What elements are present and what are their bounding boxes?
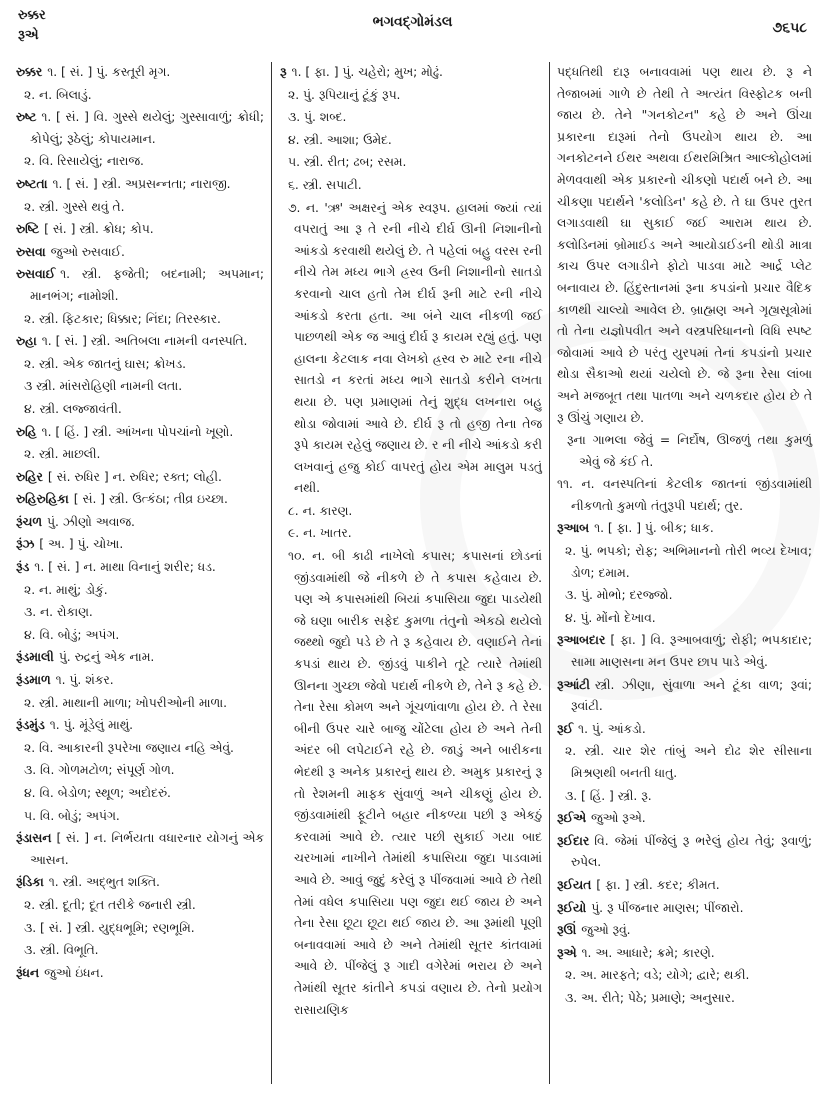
definition-text: પું. રુદ્રનું એક નામ.	[58, 650, 155, 665]
entry-sense	[557, 786, 812, 808]
definition-text: ૩. અ. રીતે; પેઠે; પ્રમાણે; અનુસાર.	[565, 990, 735, 1005]
headword: રુહિ	[16, 424, 37, 439]
headword: રૂંડ	[16, 560, 30, 575]
headword: રૂઈદાર	[557, 833, 590, 848]
definition-text: ૪. વિ. બેડોળ; સ્થૂળ; અદોદરું.	[24, 786, 171, 800]
headword: રૂઆંટી	[557, 677, 590, 692]
entry-sense	[16, 399, 264, 421]
entry-sense	[557, 741, 812, 784]
entry-sense	[280, 130, 542, 152]
entry-sense	[16, 602, 264, 624]
definition-text: ૨. સ્ત્રી. માછલી.	[24, 447, 101, 462]
definition-text: ૧. [ સં. ] સ્ત્રી. અપ્રસન્નતા; નારાજી.	[52, 176, 231, 191]
headword: રૂંડમાળ	[16, 673, 51, 688]
definition-text: ૪. સ્ત્રી. લજ્જાવંતી.	[24, 401, 122, 416]
definition-text: ૩. પું. શબ્દ.	[288, 110, 347, 125]
definition-text: [ સં. ] સ્ત્રી. ક્રોધ; કોપ.	[44, 222, 154, 237]
headword: રુષ્ટ	[16, 110, 37, 125]
column-left	[16, 62, 264, 985]
definition-text: પું. રૂ પીંજનાર માણસ; પીંજારો.	[591, 900, 744, 915]
definition-text: ૧. સ્ત્રી. ફજેતી; બદનામી; અપમાન; માનભંગ; નામોશી.	[30, 267, 264, 303]
definition-text: [ અ. ] પું. ચોખા.	[39, 537, 124, 552]
headword: રૂંડમાલી	[16, 650, 54, 665]
dictionary-entry	[16, 467, 264, 489]
definition-text: ૧. સ્ત્રી. અદ્ભુત શક્તિ.	[48, 875, 160, 890]
entry-sense	[280, 175, 542, 197]
headword: રૂઈ	[557, 721, 574, 736]
definition-text: ૧. પું. આંકડો.	[578, 721, 646, 736]
dictionary-entry	[16, 489, 264, 511]
dictionary-entry	[16, 219, 264, 241]
definition-text: ૧. [ સં. ] ન. માથા વિનાનું શરીર; ધડ.	[34, 560, 216, 575]
definition-text: ૧. પું. મૂંડેલું માથું.	[49, 718, 134, 733]
headword: રુહા	[16, 334, 37, 349]
headword: રુષ્ટતા	[16, 176, 48, 191]
headword: રૂઊં	[557, 923, 577, 938]
definition-text: ૧૧. ન. વનસ્પતિનાં કેટલીક જાતનાં જીંડવામાંથી નીકળતો કુમળો તંતુરૂપી પદાર્થ; તુર.	[557, 477, 812, 513]
definition-text: [ ફા. ] સ્ત્રી. કદર; કીમત.	[596, 877, 720, 892]
headword: રૂઆબદાર	[557, 633, 606, 648]
entry-sense	[557, 541, 812, 584]
entry-sense	[16, 580, 264, 602]
dictionary-entry	[16, 422, 264, 444]
headword: રૂંધન	[16, 965, 40, 980]
definition-text: પું. ઝીણો અવાજ.	[46, 514, 135, 529]
dictionary-entry	[16, 331, 264, 353]
entry-sense	[557, 430, 812, 473]
entry-sense	[557, 988, 812, 1010]
definition-text: [ સં. ] ન. નિર્ભયતા વધારનાર યોગનું એક આસન.	[30, 831, 264, 867]
definition-text: ૨. સ્ત્રી. માથાની માળા; ખોપરીઓની માળા.	[24, 695, 228, 710]
dictionary-entry	[16, 62, 264, 84]
column-middle	[280, 62, 542, 1022]
definition-text: જુઓ રૂવું.	[581, 923, 631, 938]
headword: રૂંડમુંડ	[16, 718, 45, 733]
definition-text: ૯. ન. ખાતર.	[288, 526, 352, 541]
definition-text: ૩. [ હિં. ] સ્ત્રી. રૂ.	[565, 788, 652, 803]
entry-sense	[16, 738, 264, 760]
definition-text: ૨. સ્ત્રી. ફિટકાર; ધિક્કાર; નિંદા; તિરસ્કાર.	[24, 311, 221, 326]
headword: રૂંડાસન	[16, 831, 52, 846]
definition-text: ૩ સ્ત્રી. માંસરોહિણી નામની લતા.	[24, 379, 183, 394]
definition-text: ૫. વિ. બોડું; અપંગ.	[24, 808, 120, 823]
dictionary-entry	[557, 675, 812, 718]
entry-sense	[16, 760, 264, 782]
definition-text: જુઓ ઇંધન.	[44, 965, 104, 980]
entry-sense	[16, 783, 264, 805]
dictionary-entry	[16, 174, 264, 196]
page-title: ભગવદ્ગોમંડલ	[372, 14, 453, 30]
dictionary-entry	[16, 107, 264, 150]
headword: રુસવા	[16, 244, 46, 259]
definition-text: ૩. સ્ત્રી. વિભૂતિ.	[24, 943, 99, 958]
entry-sense	[557, 474, 812, 517]
definition-text: ૫. સ્ત્રી. રીત; ઢબ; રસમ.	[288, 155, 407, 170]
definition-text: ૧. [ હિં. ] સ્ત્રી. આંખના પોપચાંનો ખૂણો.	[41, 424, 234, 439]
entry-sense	[280, 546, 542, 1021]
definition-text: ૪. પું. મોંનો દેખાવ.	[565, 610, 656, 625]
headword: રુહિરુહિકા	[16, 492, 69, 507]
column-right	[557, 62, 812, 1011]
definition-text: ૬. સ્ત્રી. સપાટી.	[288, 177, 362, 192]
entry-sense	[280, 501, 542, 523]
entry-sense	[16, 354, 264, 376]
entry-sense	[557, 585, 812, 607]
headword: રૂઈએ	[557, 811, 587, 826]
entry-sense	[16, 376, 264, 398]
definition-text: ૨. પું. ભપકો; રોફ; અભિમાનનો તોરી ભવ્ય દેખાવ; ડોળ; દમામ.	[565, 544, 812, 580]
column-divider	[549, 62, 550, 1084]
definition-text: ૨. ન. માથું; ડોકું.	[24, 582, 108, 597]
definition-text: ૨. અ. મારફતે; વડે; યોગે; દ્વારે; થકી.	[565, 968, 750, 983]
headword: રૂંઝ	[16, 537, 35, 552]
definition-text: ૨. સ્ત્રી. એક જાતનું ઘાસ; ક્રોખડ.	[24, 356, 187, 371]
definition-text: ૪. સ્ત્રી. આશા; ઉમેદ.	[288, 132, 392, 147]
definition-text: ૩. [ સં. ] સ્ત્રી. યુદ્ધભૂમિ; રણભૂમિ.	[24, 920, 195, 935]
entry-sense	[16, 444, 264, 466]
entry-sense	[280, 198, 542, 500]
dictionary-entry	[16, 828, 264, 871]
headword: રૂઆબ	[557, 521, 590, 536]
entry-sense	[280, 152, 542, 174]
definition-text: ૨. પું. રૂપિયાનું ટૂંકું રૂપ.	[288, 87, 401, 102]
definition-text: ૧. [ સં. ] સ્ત્રી. અતિબલા નામની વનસ્પતિ.	[41, 334, 248, 349]
definition-text: ૨. સ્ત્રી. ગુસ્સે થવું તે.	[24, 199, 125, 214]
entry-sense	[16, 895, 264, 917]
definition-text: જુઓ રુસવાઈ.	[50, 244, 125, 259]
definition-text: ૪. વિ. બોડું; અપંગ.	[24, 627, 120, 642]
headword: રુક્કર	[16, 65, 43, 79]
definition-text: ૧. [ સં. ] પું. કસ્તૂરી મૃગ.	[47, 65, 171, 79]
dictionary-entry	[557, 875, 812, 897]
definition-text: ૩. વિ. ગોળમટોળ; સંપૂર્ણ ગોળ.	[24, 763, 175, 778]
entry-sense	[16, 940, 264, 962]
definition-text: ૧. [ ફા. ] પું. ચહેરો; મુખ; મોઢું.	[291, 65, 443, 79]
definition-text: વિ. જેમાં પીંજેલું રૂ ભરેલું હોય તેવું; રૂવાળું; રુપેલ.	[571, 833, 812, 870]
dictionary-entry	[16, 242, 264, 264]
dictionary-entry	[16, 647, 264, 669]
definition-text: ૨. ન. બિલાડું.	[24, 87, 92, 102]
definition-text: ૨. વિ. આકારની રૂપરેખા જણાય નહિ એવું.	[24, 740, 234, 755]
headword: રુસવાઈ	[16, 267, 56, 282]
definition-text: [ સં. રુધિર ] ન. રુધિર; રક્ત; લોહી.	[47, 469, 222, 484]
dictionary-entry	[16, 512, 264, 534]
definition-text: જુઓ રૂએ.	[591, 811, 646, 826]
dictionary-entry	[16, 670, 264, 692]
entry-sense	[16, 151, 264, 173]
entry-sense	[557, 965, 812, 987]
dictionary-entry	[557, 943, 812, 965]
entry-sense	[16, 197, 264, 219]
dictionary-entry	[16, 872, 264, 894]
entry-sense	[16, 693, 264, 715]
dictionary-entry	[557, 831, 812, 874]
entry-sense	[280, 107, 542, 129]
dictionary-entry	[557, 518, 812, 540]
definition-text: ૧. પું. શંકર.	[55, 673, 114, 688]
definition-text: [ ફા. ] વિ. રૂઆબવાળું; રોફી; ભપકાદાર; સામા માણસના મન ઉપર છાપ પાડે એવું.	[571, 633, 812, 670]
guide-word-last: રૂએ	[18, 28, 39, 43]
dictionary-entry	[16, 264, 264, 307]
entry-sense	[16, 85, 264, 107]
dictionary-entry	[16, 557, 264, 579]
entry-sense	[557, 608, 812, 630]
definition-text: સ્ત્રી. ઝીણા, સુંવાળા અને ટૂંકા વાળ; રૂવાં; રૂવાંટી.	[571, 677, 812, 714]
entry-sense	[16, 309, 264, 331]
dictionary-entry	[557, 920, 812, 942]
headword: રુહિર	[16, 469, 43, 484]
definition-text: ૨. વિ. રિસાયેલું; નારાજ.	[24, 154, 144, 169]
entry-sense	[16, 918, 264, 940]
column-divider	[271, 62, 272, 1084]
definition-text: ૧. [ ફા. ] પું. બીક; ધાક.	[594, 521, 714, 536]
entry-sense	[280, 523, 542, 545]
headword: રુષ્ટિ	[16, 222, 40, 237]
definition-text: ૧. [ સં. ] વિ. ગુસ્સે થયેલું; ગુસ્સાવાળું; ક્રોધી; કોપેલું; રૂઠેલું; કોપાયમાન.	[30, 110, 264, 146]
dictionary-entry	[557, 719, 812, 741]
page-number: ૭૬૫૮	[772, 20, 807, 36]
dictionary-entry	[16, 963, 264, 985]
definition-text: ૨. સ્ત્રી. ચાર શેર તાંબું અને દોઢ શેર સીસાના મિશ્રણથી બનતી ધાતુ.	[565, 744, 812, 780]
dictionary-entry	[557, 898, 812, 920]
headword: રૂંડિકા	[16, 875, 44, 890]
definition-text: ૩. ન. રોકાણ.	[24, 605, 93, 620]
definition-text: રૂના ગાભલા જેવું = નિર્દોષ, ઊજળું તથા કુમળું એવું જે કંઈ તે.	[567, 433, 812, 469]
dictionary-entry	[557, 630, 812, 673]
headword: રૂઈયો	[557, 900, 587, 915]
headword: રૂઈયત	[557, 877, 592, 892]
definition-text: ૭. ન. 'ઋ' અક્ષરનું એક સ્વરૂપ. હાલમાં જ્યાં ત્યાં વપરાતું આ રૂ તે રની નીચે દીર્ઘ ઊની નિશાનીનો આંકડો કરવાથી થયેલું છે. તે પહેલાં બહુ વરસ રની નીચે તેમ મધ્ય ભાગે હ્રસ્વ ઉની નિશાનીનો સાતડો કરવાનો ચાલ હતો તેમ દીર્ઘ રૂની માટે રની નીચે આંકડો કરતા હતા. આ બંને ચાલ નીકળી જઈ પાછળથી એક જ આવું દીર્ઘ રૂ કાયમ રહ્યું હતું. પણ હાલના કેટલાક નવા લેખકો હ્રસ્વ રુ માટે રના નીચે સાતડો ન કરતાં મધ્ય ભાગે સાતડો કરીને લખતા થયા છે. પણ પ્રમાણમાં તેનું શુદ્ધ લખનારા બહુ થોડા જોવામાં આવે છે. દીર્ઘ રૂ તો હજી તેના તેજ રૂપે કાયમ રહેલું જણાય છે. ર ની નીચે આંકડો કરી લખવાનું હજુ કોઈ વાપરતું હોય એમ માલુમ પડતું નથી.	[288, 200, 542, 496]
guide-word-first: રુક્કર	[18, 8, 46, 23]
entry-sense	[16, 806, 264, 828]
headword: રૂંચળ	[16, 514, 42, 529]
definition-text: ૩. પું. મોભો; દરજ્જો.	[565, 588, 673, 603]
definition-text: ૨. સ્ત્રી. દૂતી; દૂત તરીકે જનારી સ્ત્રી.	[24, 897, 196, 912]
definition-text: [ સં. ] સ્ત્રી. ઉત્કંઠા; તીવ્ર ઇચ્છા.	[73, 492, 228, 507]
headword: રૂ	[280, 65, 287, 79]
headword: રૂએ	[557, 945, 577, 960]
dictionary-entry	[16, 534, 264, 556]
dictionary-entry	[557, 808, 812, 830]
definition-text: પદ્ધતિથી દારૂ બનાવવામાં પણ થાય છે. રૂ ને તેજાબમાં ગાળે છે તેથી તે અત્યંત વિસ્ફોટક બની જાય છે. તેને "ગનકોટન" કહે છે અને ઊંચા પ્રકારના દારૂમાં તેનો ઉપયોગ થાય છે. આ ગનકોટનને ઈથર અથવા ઈથરમિશ્રિત આલ્કોહોલમાં મેળવવાથી એક પ્રકારનો ચીકણો પદાર્થ બને છે. આ ચીકણા પદાર્થને 'કલોડિન' કહે છે. તે ઘા ઉપર તુરત લગાડવાથી ઘા સુકાઈ જઈ આરામ થાય છે. કલોડિનમાં બ્રોમાઈડ અને આયોડાઈડની થોડી માત્રા કાચ ઉપર લગાડીને ફોટો પાડવા માટે આર્દ્ર પ્લેટ બનાવાય છે. હિંદુસ્તાનમાં રૂના કપડાંનો પ્રચાર વૈદિક કાળથી ચાલ્યો આવેલ છે. બ્રાહ્મણ અને ગૃહ્યસૂત્રોમાં તો તેના યજ્ઞોપવીત અને વસ્ત્રપરિધાનનો વિધિ સ્પષ્ટ જોવામાં આવે છે પરંતુ યુરપમાં તેનાં કપડાંનો પ્રચાર થોડા સૈકાઓ થયાં ચયેલો છે. જે રૂના રેસા લાંબા અને મજબૂત તથા પાતળા અને ચળકદાર હોય છે તે રૂ ઊંચું ગણાય છે.	[557, 65, 812, 425]
dictionary-entry	[16, 715, 264, 737]
entry-sense	[280, 85, 542, 107]
entry-sense	[16, 625, 264, 647]
definition-text: ૧૦. ન. બી કાઢી નાખેલો કપાસ; કપાસનાં છોડનાં જીંડવામાંથી જે નીકળે છે તે કપાસ કહેવાય છે. પણ એ કપાસમાંથી બિયાં કપાસિયા જુદા પાડયેથી જે ઘણા બારીક સફેદ કુમળા તંતુનો એકઠો થયેલો જથ્થો જુદો પડે છે તે રૂ કહેવાય છે. વણાઈને તેનાં કપડાં થાય છે. જીંડવું પાકીને તૂટે ત્યારે તેમાંથી ઊનના ગુચ્છા જેવો પદાર્થ નીકળે છે, તેને રૂ કહે છે. તેના રેસા કોમળ અને ગૂંચળાંવાળા હોય છે. તે રેસા બીની ઉપર ચારે બાજુ ચોંટેલા હોય છે અને તેની અંદર બી લપેટાઈને રહે છે. જાડું અને બારીકના ભેદથી રૂ અનેક પ્રકારનું થાય છે. અમુક પ્રકારનું રૂ તો રેશમની માફક સુંવાળું અને ચીકણું હોય છે. જીંડવામાંથી ફૂટીને બહાર નીકળ્યા પછી રૂ એકઠું કરવામાં આવે છે. ત્યાર પછી સુકાઈ ગયા બાદ ચરખામાં નાખીને તેમાંથી કપાસિયા જુદા પાડવામાં આવે છે. આવું જુદું કરેલું રૂ પીંજવામાં આવે છે તેથી તેમાં વધેલ કપાસિયા પણ જુદા થઈ જાય છે અને તેના રેસા છૂટા છૂટા થઈ જાય છે. આ રૂમાંથી પૂણી બનાવવામાં આવે છે અને તેમાંથી સૂતર કાંતવામાં આવે છે. પીંજેલું રૂ ગાદી વગેરેમાં ભરાય છે અને તેમાંથી સૂતર કાંતીને કપડાં વણાય છે. તેનો પ્રયોગ રાસાયણિક	[288, 549, 542, 1017]
dictionary-entry	[280, 62, 542, 84]
entry-sense	[557, 62, 812, 429]
definition-text: ૮. ન. કારણ.	[288, 503, 353, 518]
definition-text: ૧. અ. આધારે; ક્રમે; કારણે.	[581, 945, 715, 960]
